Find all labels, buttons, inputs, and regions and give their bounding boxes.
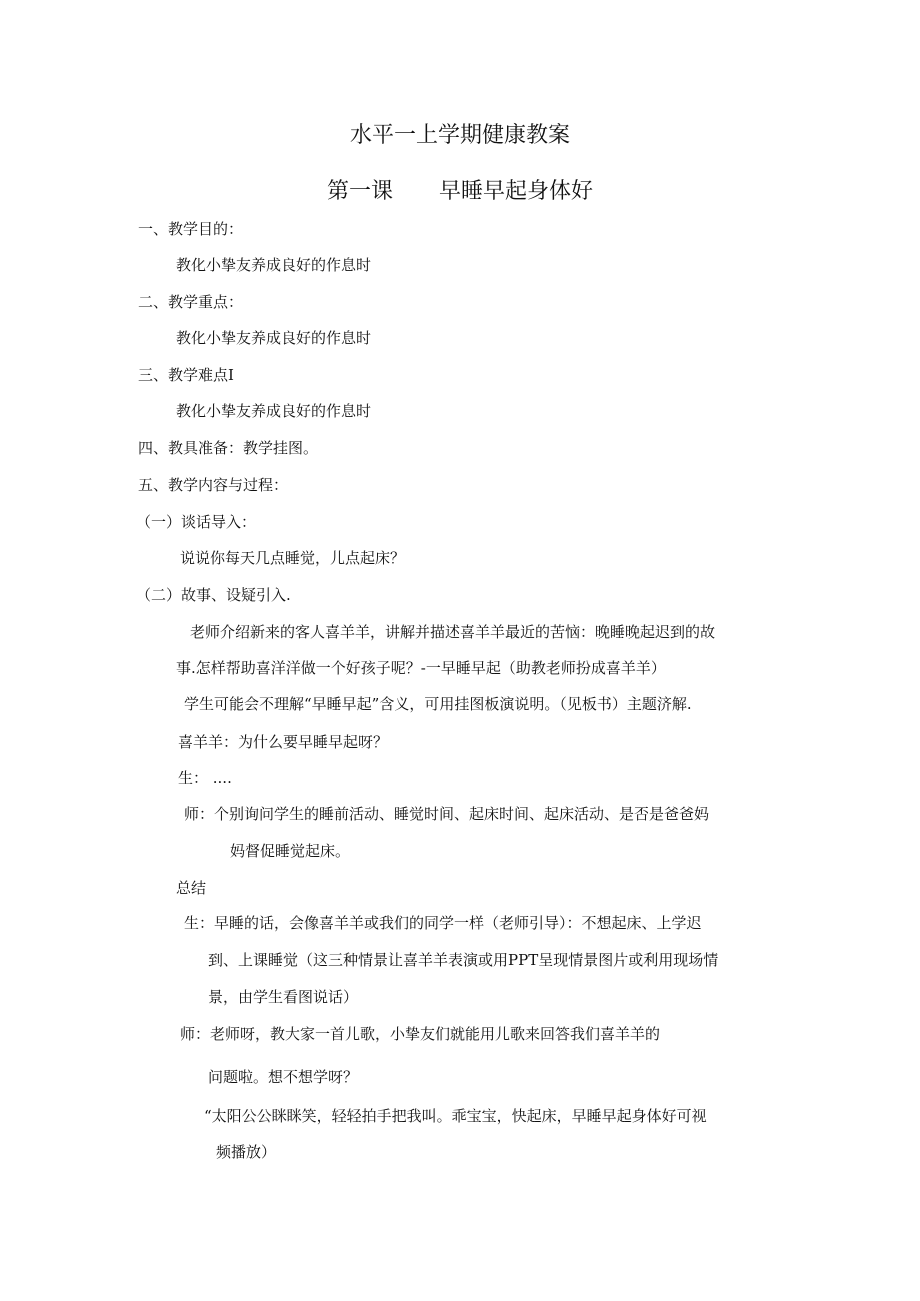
summary-label: 总结 <box>176 879 207 897</box>
student-summary-line-1: 生：早睡的话，会像喜羊羊或我们的同学一样（老师引导）：不想起床、上学迟 <box>184 914 702 932</box>
part1-heading: （一）谈话导入： <box>136 513 257 531</box>
student-summary-line-2: 到、上课睡觉（这三种情景让喜羊羊表演或用PPT呈现情景图片或利用现场情 <box>208 951 719 969</box>
teacher-song-line-2: 问题啦。想不想学呀？ <box>208 1068 359 1086</box>
song-line-1: “太阳公公眯眯笑，轻轻拍手把我叫。乖宝宝，快起床，早睡早起身体好可视 <box>204 1107 707 1125</box>
teacher-question-line-2: 妈督促睡觉起床。 <box>230 842 351 860</box>
student-reply: 生： .... <box>178 769 232 787</box>
goal-heading: 一、教学目的： <box>138 220 244 238</box>
part1-question: 说说你每天几点睡觉，儿点起床？ <box>180 549 406 567</box>
story-line-2: 事.怎样帮助喜洋洋做一个好孩子呢？-一早睡早起（助教老师扮成喜羊羊） <box>176 659 666 677</box>
lesson-title <box>0 174 920 205</box>
student-summary-line-3: 景，由学生看图说话） <box>208 988 359 1006</box>
key-text: 教化小挚友养成良好的作息时 <box>176 329 372 347</box>
story-line-1: 老师介绍新来的客人喜羊羊，讲解并描述喜羊羊最近的苦恼：晚睡晚起迟到的故 <box>190 623 716 641</box>
explain-line: 学生可能会不理解“早睡早起”含义，可用挂图板演说明。（见板书）主题济解. <box>184 695 692 713</box>
process-heading: 五、教学内容与过程： <box>138 476 289 494</box>
song-line-2: 频播放） <box>216 1143 277 1161</box>
difficulty-text: 教化小挚友养成良好的作息时 <box>176 402 372 420</box>
teacher-question-line-1: 师：个别询问学生的睡前活动、睡觉时间、起床时间、起床活动、是否是爸爸妈 <box>184 805 710 823</box>
lesson-number: 第一课 <box>326 179 393 204</box>
teacher-song-line-1: 师：老师呀，教大家一首儿歌，小挚友们就能用儿歌来回答我们喜羊羊的 <box>180 1025 661 1043</box>
document-title: 水平一上学期健康教案 <box>349 123 570 148</box>
part2-heading: （二）故事、设疑引入. <box>136 586 291 604</box>
key-heading: 二、教学重点： <box>138 293 244 311</box>
xiyangyang-question: 喜羊羊：为什么要早睡早起呀？ <box>178 733 389 751</box>
difficulty-heading: 三、教学难点I <box>138 366 234 384</box>
lesson-name: 早睡早起身体好 <box>439 179 594 204</box>
goal-text: 教化小挚友养成良好的作息时 <box>176 256 372 274</box>
materials-line: 四、教具准备：教学挂图。 <box>138 439 319 457</box>
